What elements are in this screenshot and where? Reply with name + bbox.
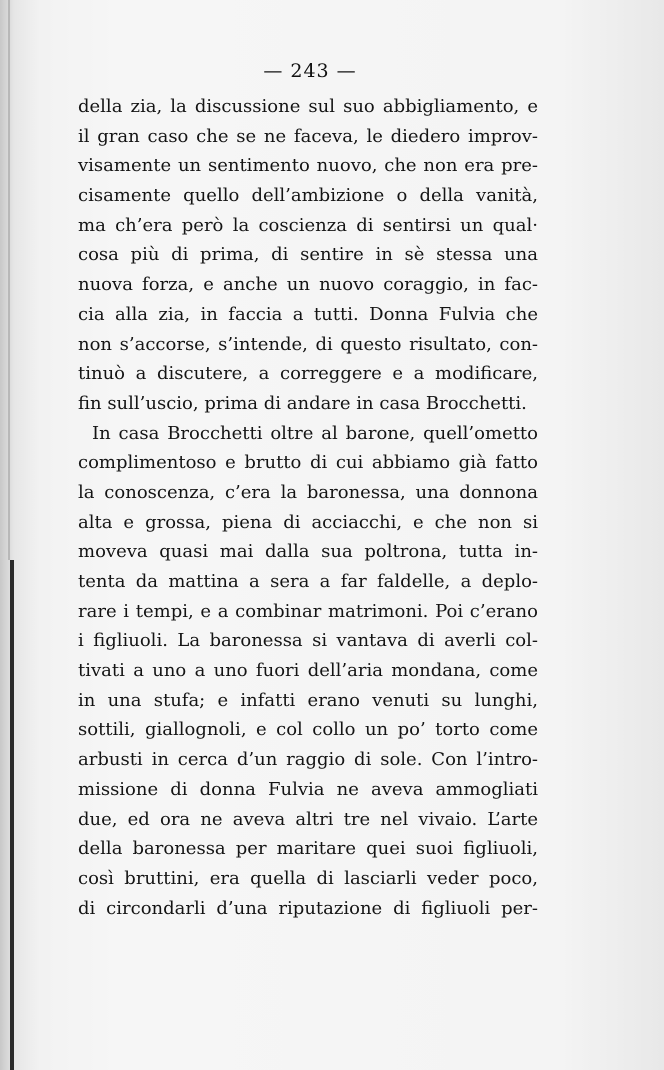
text-line: della baronessa per maritare quei suoi figliuoli, — [78, 838, 538, 860]
text-line: missione di donna Fulvia ne aveva ammogliati — [78, 778, 538, 800]
text-line: il gran caso che se ne faceva, le diedero improv- — [78, 125, 538, 147]
binding-edge — [10, 560, 14, 1070]
page-number: — 243 — — [263, 60, 357, 82]
text-line: visamente un sentimento nuovo, che non era pre- — [78, 155, 538, 177]
text-line: complimentoso e brutto di cui abbiamo già fatto — [78, 452, 538, 474]
text-line: due, ed ora ne aveva altri tre nel vivaio. L’arte — [78, 808, 538, 830]
text-line: cosa più di prima, di sentire in sè stessa una — [78, 244, 538, 266]
text-line: nuova forza, e anche un nuovo coraggio, in fac- — [78, 274, 538, 296]
body-text — [78, 92, 538, 923]
text-line: tinuò a discutere, a correggere e a modificare, — [78, 363, 538, 385]
text-line: i figliuoli. La baronessa si vantava di averli col- — [78, 630, 538, 652]
text-line: sottili, giallognoli, e col collo un po’ torto come — [78, 719, 538, 741]
text-line: cisamente quello dell’ambizione o della vanità, — [78, 185, 538, 207]
text-line: così bruttini, era quella di lasciarli veder poco, — [78, 867, 538, 889]
text-line: arbusti in cerca d’un raggio di sole. Con l’intro- — [78, 749, 538, 771]
text-line: moveva quasi mai dalla sua poltrona, tutta in- — [78, 541, 538, 563]
text-line: alta e grossa, piena di acciacchi, e che non si — [78, 511, 538, 533]
text-line: della zia, la discussione sul suo abbigliamento, e — [78, 96, 538, 117]
text-line: di circondarli d’una riputazione di figliuoli per- — [78, 897, 538, 919]
text-line: rare i tempi, e a combinar matrimoni. Poi c’erano — [78, 600, 538, 622]
page-edge-shadow — [8, 0, 10, 560]
text-line: tenta da mattina a sera a far faldelle, a deplo- — [78, 571, 538, 592]
text-line: fin sull’uscio, prima di andare in casa Brocchetti. — [78, 392, 527, 414]
text-line: cia alla zia, in faccia a tutti. Donna Fulvia che — [78, 303, 538, 325]
paragraph-start-line: In casa Brocchetti oltre al barone, quell’ometto — [92, 422, 538, 444]
text-line: in una stufa; e infatti erano venuti su lunghi, — [78, 689, 538, 711]
text-line: non s’accorse, s’intende, di questo risultato, con- — [78, 333, 538, 355]
text-line: tivati a uno a uno fuori dell’aria mondana, come — [78, 660, 538, 682]
text-line: ma ch’era però la coscienza di sentirsi un qual· — [78, 214, 538, 236]
text-line: la conoscenza, c’era la baronessa, una donnona — [78, 481, 538, 503]
